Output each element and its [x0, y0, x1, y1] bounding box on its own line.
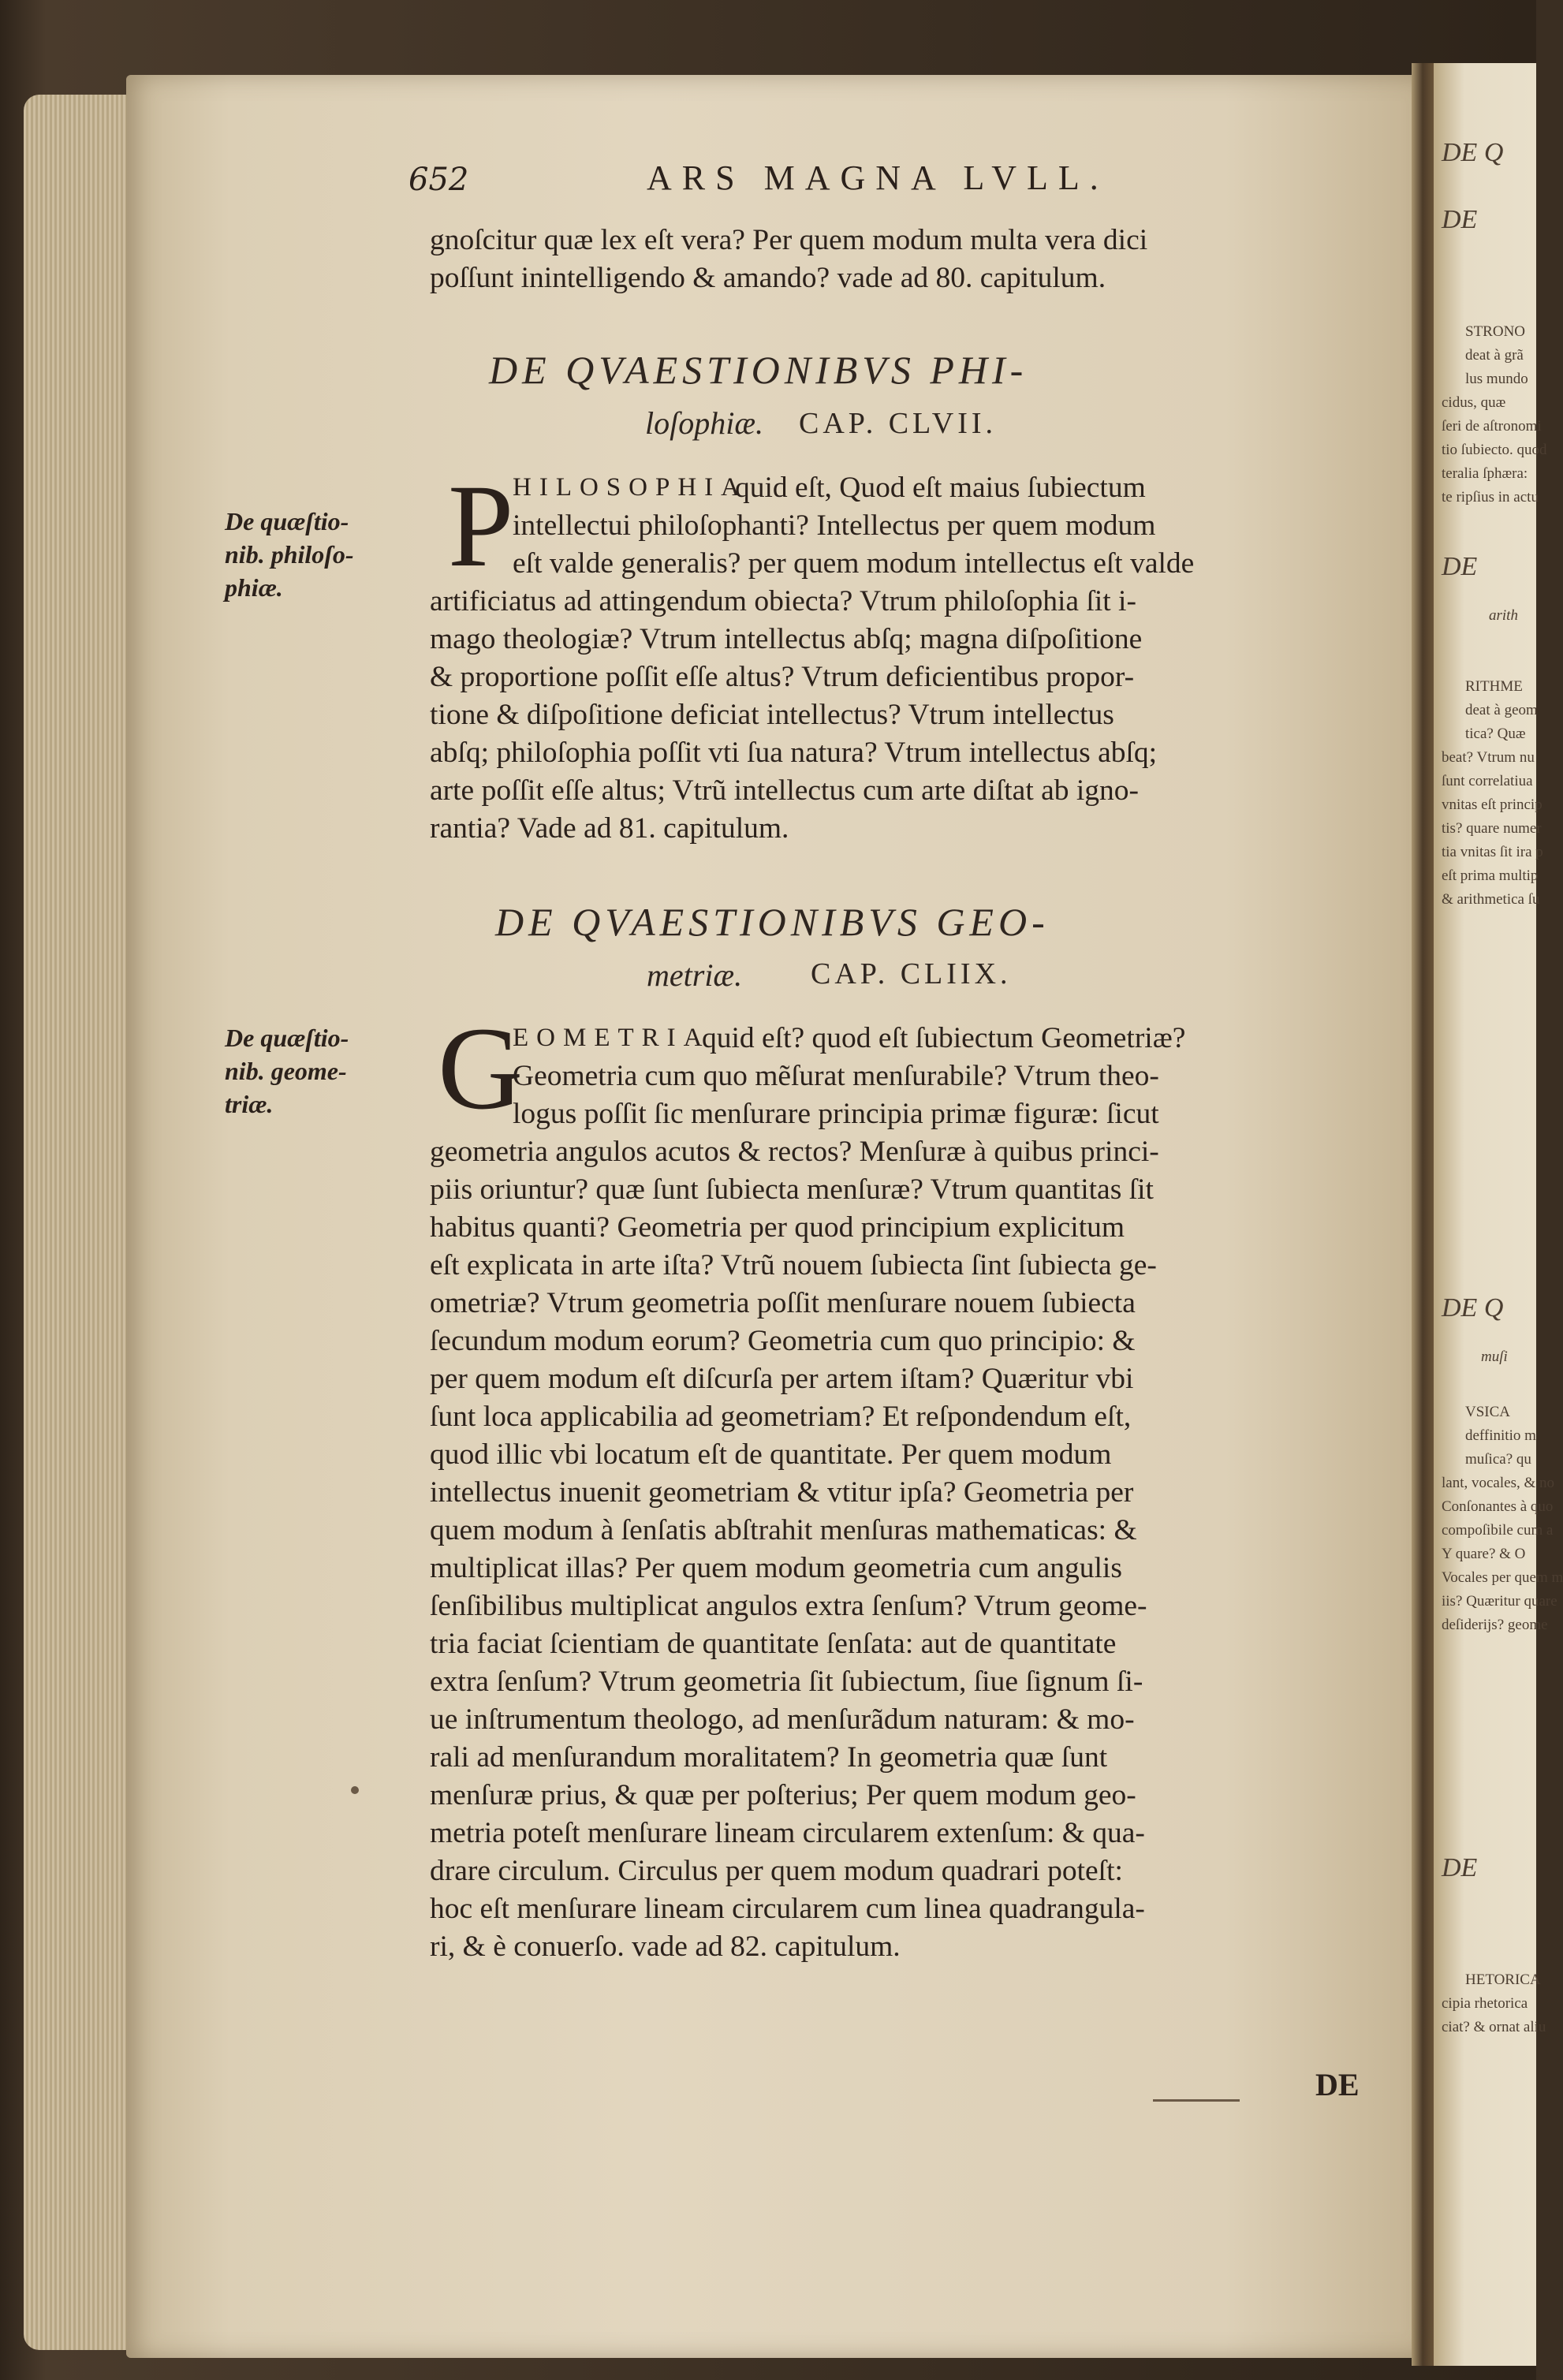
text-line: poſſunt inintelligendo & amando? vade ad 80. capitulum.	[430, 262, 1106, 294]
text-line: geometria angulos acutos & rectos? Menſuræ à quibus princi-	[430, 1136, 1159, 1168]
text-line: multiplicat illas? Per quem modum geometria cum angulis	[430, 1552, 1122, 1584]
text-line: hoc eſt menſurare lineam circularem cum linea quadrangula-	[430, 1893, 1145, 1925]
text-line: ometriæ? Vtrum geometria poſſit menſurare nouem ſubiecta	[430, 1287, 1136, 1319]
facing-text: DE	[1442, 205, 1478, 234]
facing-text: muſica? qu	[1465, 1451, 1531, 1468]
facing-text: DE Q	[1442, 138, 1504, 167]
facing-text: eſt prima multip	[1442, 867, 1539, 884]
text-line: menſuræ prius, & quæ per poſterius; Per quem modum geo-	[430, 1779, 1136, 1811]
drop-cap: G	[438, 1003, 524, 1134]
facing-text: tica? Quæ	[1465, 726, 1526, 742]
facing-text: beat? Vtrum nu	[1442, 749, 1535, 766]
text-line: ue inſtrumentum theologo, ad menſurãdum naturam: & mo-	[430, 1703, 1135, 1736]
facing-text: muſi	[1481, 1349, 1508, 1365]
facing-text: tio ſubiecto. quod	[1442, 442, 1547, 458]
facing-text: ciat? & ornat aliu	[1442, 2019, 1546, 2035]
facing-text: iis? Quæritur quare	[1442, 1593, 1557, 1610]
facing-text: & arithmetica ſu	[1442, 891, 1540, 908]
first-word: HILOSOPHIA	[513, 473, 748, 502]
text-line: & proportione poſſit eſſe altus? Vtrum deficientibus propor-	[430, 661, 1135, 693]
gutter	[1412, 63, 1434, 2366]
text-line: drare circulum. Circulus per quem modum quadrari poteſt:	[430, 1855, 1123, 1887]
text-line: mago theologiæ? Vtrum intellectus abſq; magna diſpoſitione	[430, 623, 1143, 655]
text-line: ſunt loca applicabilia ad geometriam? Et reſpondendum eſt,	[430, 1401, 1132, 1433]
section-heading-cont: metriæ.	[647, 957, 743, 993]
margin-note-line: phiæ.	[225, 573, 283, 602]
text-line: rali ad menſurandum moralitatem? In geometria quæ ſunt	[430, 1741, 1108, 1774]
facing-text: cidus, quæ	[1442, 394, 1506, 411]
facing-text: deat à grã	[1465, 347, 1524, 364]
page-number: 652	[408, 162, 469, 198]
text-line: quem modum à ſenſatis abſtrahit menſuras mathematicas: &	[430, 1514, 1137, 1546]
text-line: intellectui philoſophanti? Intellectus per quem modum	[513, 509, 1156, 542]
chapter-number: CAP. CLVII.	[799, 407, 998, 440]
facing-text: tis? quare numer	[1442, 820, 1542, 837]
margin-note-line: De quæſtio-	[225, 1024, 349, 1052]
section-heading: DE QVAESTIONIBVS PHI-	[489, 348, 1028, 392]
facing-text: DE	[1442, 1853, 1478, 1882]
text-line: quid eſt, Quod eſt maius ſubiectum	[735, 472, 1146, 504]
margin-note	[225, 1021, 349, 1121]
text-line: intellectus inuenit geometriam & vtitur ipſa? Geometria per	[430, 1476, 1134, 1509]
facing-text: Conſonantes à quo	[1442, 1498, 1554, 1515]
text-line: ſecundum modum eorum? Geometria cum quo principio: &	[430, 1325, 1136, 1357]
facing-text: deat à geom	[1465, 702, 1538, 718]
margin-note-line: nib. geome-	[225, 1057, 347, 1085]
facing-text: VSICA	[1465, 1404, 1511, 1420]
facing-text: Y quare? & O	[1442, 1546, 1526, 1562]
facing-text: tia vnitas ſit ira p	[1442, 844, 1543, 860]
catchword: DE	[1315, 2067, 1360, 2102]
text-line: extra ſenſum? Vtrum geometria ſit ſubiectum, ſiue ſignum ſi-	[430, 1666, 1143, 1698]
facing-text: te ripſius in actu	[1442, 489, 1539, 505]
facing-text: ſunt correlatiua	[1442, 773, 1533, 789]
facing-text: DE	[1442, 552, 1478, 581]
facing-text: deffinitio m	[1465, 1427, 1536, 1444]
running-head: ARS MAGNA LVLL.	[647, 159, 1109, 197]
margin-note-line: nib. philoſo-	[225, 540, 354, 569]
facing-text: DE Q	[1442, 1293, 1504, 1322]
facing-text: lant, vocales, & no	[1442, 1475, 1554, 1491]
text-line: rantia? Vade ad 81. capitulum.	[430, 812, 789, 845]
drop-cap: P	[448, 461, 514, 591]
text-line: tria faciat ſcientiam de quantitate ſenſata: aut de quantitate	[430, 1628, 1117, 1660]
text-line: ri, & è conuerſo. vade ad 82. capitulum.	[430, 1930, 901, 1963]
text-line: habitus quanti? Geometria per quod principium explicitum	[430, 1211, 1125, 1244]
text-line: metria poteſt menſurare lineam circularem extenſum: & qua-	[430, 1817, 1145, 1849]
facing-text: deſiderijs? geome	[1442, 1617, 1548, 1633]
facing-text: HETORICA	[1465, 1972, 1541, 1988]
text-line: quod illic vbi locatum eſt de quantitate. Per quem modum	[430, 1438, 1112, 1471]
text-line: tione & diſpoſitione deficiat intellectus? Vtrum intellectus	[430, 699, 1114, 731]
facing-text: vnitas eſt princip	[1442, 796, 1542, 813]
section-heading-cont: loſophiæ.	[645, 405, 764, 441]
facing-text: ſeri de aſtronomi	[1442, 418, 1542, 435]
text-line: arte poſſit eſſe altus; Vtrũ intellectus cum arte diſtat ab igno-	[430, 774, 1140, 807]
text-line: Geometria cum quo mẽſurat menſurabile? Vtrum theo-	[513, 1060, 1159, 1092]
text-line: quid eſt? quod eſt ſubiectum Geometriæ?	[702, 1022, 1186, 1054]
facing-text: cipia rhetorica	[1442, 1995, 1528, 2012]
facing-text: STRONO	[1465, 323, 1526, 340]
facing-text: lus mundo	[1465, 371, 1528, 387]
margin-note-line: triæ.	[225, 1090, 274, 1118]
text-line: ſenſibilibus multiplicat angulos extra ſenſum? Vtrum geome-	[430, 1590, 1147, 1622]
section-heading: DE QVAESTIONIBVS GEO-	[495, 900, 1050, 944]
facing-text: arith	[1489, 607, 1518, 624]
margin-note-line: De quæſtio-	[225, 507, 349, 535]
text-line: gnoſcitur quæ lex eſt vera? Per quem modum multa vera dici	[430, 224, 1148, 256]
text-line: eſt explicata in arte iſta? Vtrũ nouem ſubiecta ſint ſubiecta ge-	[430, 1249, 1157, 1281]
facing-text: teralia ſphæra:	[1442, 465, 1528, 482]
ink-dot	[351, 1786, 359, 1794]
text-line: abſq; philoſophia poſſit vti ſua natura? Vtrum intellectus abſq;	[430, 737, 1158, 769]
first-word: EOMETRIA	[513, 1024, 711, 1052]
facing-page	[1434, 63, 1563, 2366]
facing-text: RITHME	[1465, 678, 1523, 695]
page-edges	[24, 95, 134, 2350]
text-line: logus poſſit ſic menſurare principia primæ figuræ: ſicut	[513, 1098, 1159, 1130]
text-line: piis oriuntur? quæ ſunt ſubiecta menſuræ? Vtrum quantitas ſit	[430, 1173, 1154, 1206]
text-line: artificiatus ad attingendum obiecta? Vtrum philoſophia ſit i-	[430, 585, 1136, 617]
facing-text: Vocales per quem m	[1442, 1569, 1563, 1586]
chapter-number: CAP. CLIIX.	[811, 957, 1012, 990]
rule-mark	[1153, 2099, 1240, 2102]
facing-text: compoſibile cum a	[1442, 1522, 1554, 1539]
text-line: per quem modum eſt diſcurſa per artem iſtam? Quæritur vbi	[430, 1363, 1134, 1395]
text-line: eſt valde generalis? per quem modum intellectus eſt valde	[513, 547, 1195, 580]
margin-note	[225, 505, 354, 604]
